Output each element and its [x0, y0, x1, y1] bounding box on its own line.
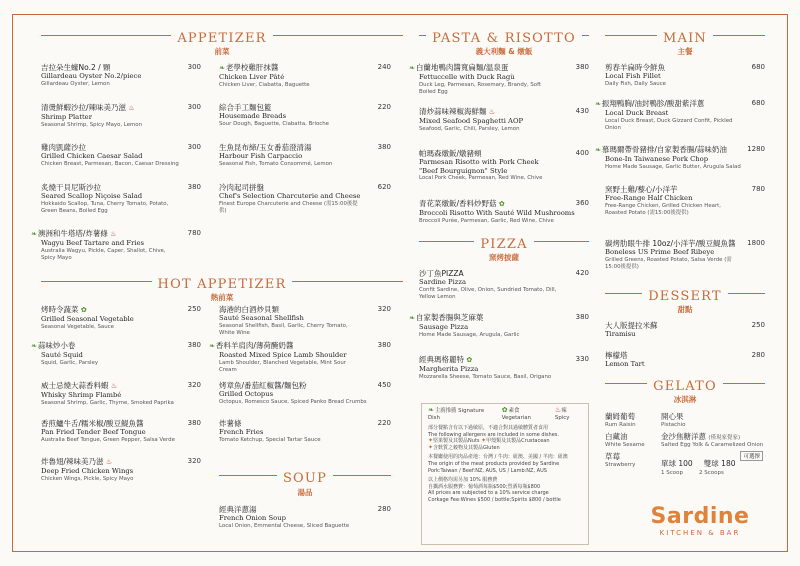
vegetarian-icon: ✿: [498, 200, 505, 208]
main-title-zh: 主餐: [677, 47, 693, 56]
menu-item: ❧老學校雞肝抹醬 Chicken Liver Pâté Chicken Liver, Ciabatta, Baguette 240: [219, 63, 391, 88]
menu-item: 帕瑪森燉飯/燉豬頰 Parmesan Risotto with Pork Cheek "Beef Bourguignon" Style Local Pork Cheek, Parmesan, Red Wine, Chive 400: [419, 149, 589, 181]
signature-icon: ❧: [409, 64, 415, 72]
menu-item: 剪春羊扁時令鮮魚 Local Fish Fillet Daily Fish, Daily Sauce 680: [605, 63, 765, 87]
spicy-icon: ♨: [110, 230, 117, 238]
gelato-pricing: 單球 100 雙球 180 1 Scoop 2 Scoops 可選擇: [661, 451, 771, 476]
brand-logo: [625, 505, 775, 537]
signature-icon: ❧: [595, 146, 601, 154]
menu-item: 窯野土雞/藜心/小洋芋 Free-Range Half Chicken Free-Range Chicken, Grilled Chicken Heart, Roasted Potato (需15:00後提供) 780: [605, 185, 765, 216]
menu-item: 經典洋蔥湯 French Onion Soup Local Onion, Emmental Cheese, Sliced Baguette 280: [219, 505, 391, 529]
menu-item: 炙燒干貝尼斯沙拉 Seared Scallop Niçoise Salad Hokkaido Scallop, Tuna, Cherry Tomato, Potato, Green Beans, Boiled Egg 380: [41, 183, 201, 214]
menu-item: ❧慕瑪爾帶骨豬排/自家製香腸/蒜味奶油 Bone-In Taiwanese Pork Chop Home Made Sausage, Garlic Butter, Arugula Salad 1280: [595, 145, 765, 170]
hot-appetizer-title-zh: 熱前菜: [210, 293, 234, 302]
pizza-title-zh: 窯烤披薩: [489, 253, 519, 262]
pizza-title: PIZZA: [474, 237, 533, 253]
spicy-icon: ♨: [554, 406, 562, 414]
brand-sub: KITCHEN & BAR: [659, 529, 741, 537]
menu-item: ❧振翔鴨胸/油封鴨胗/酸甜紫洋蔥 Local Duck Breast Local Duck Breast, Duck Gizzard Confit, Pickled Onion 680: [595, 99, 765, 131]
menu-item: 雞肉凱薩沙拉 Grilled Chicken Caesar Salad Chicken Breast, Parmesan, Bacon, Caesar Dressing 300: [41, 143, 201, 167]
menu-item: 香煎鱸牛舌/糯米椒/酸豆鯷魚醬 Pan Fried Tender Beef Tongue Australia Beef Tongue, Green Pepper, Salsa Verde 380: [41, 419, 201, 443]
menu-item: 青花菜燉飯/香料炒野菇 ✿ Broccoli Risotto With Sauté Wild Mushrooms Broccoli Purée, Parmesan, Garlic, Red Wine, Chive 360: [419, 199, 589, 224]
main-header: [605, 27, 765, 57]
menu-page: [12, 14, 788, 552]
pasta-header: [419, 27, 589, 57]
signature-icon: ❧: [428, 406, 434, 414]
gelato-flavor: 金沙焦糖洋蔥 (僅現家覺家) Salted Egg Yolk & Caramelized Onion: [661, 432, 764, 448]
dessert-title-zh: 甜點: [677, 305, 693, 314]
menu-item: 檸檬塔 Lemon Tart 280: [605, 351, 765, 368]
menu-item: ❧香料羊肩肉/薄荷醃奶醬 Roasted Mixed Spice Lamb Shoulder Lamb Shoulder, Blanched Vegetable, Mint Sour Cream 380: [209, 341, 391, 373]
gluten-icon: ✦: [428, 443, 434, 451]
gelato-flavor: 白藏油 White Sesame: [605, 432, 645, 448]
gelato-title: GELATO: [647, 379, 723, 395]
menu-item: 清炒蒜味辣椒海鮮麵 ♨ Mixed Seafood Spaghetti AOP Seafood, Garlic, Chili, Parsley, Lemon 430: [419, 107, 589, 132]
menu-item: ❧澳洲和牛塔塔/炸薯條 ♨ Wagyu Beef Tartare and Fries Australia Wagyu, Pickle, Caper, Shallot, Chive, Spicy Mayo 780: [31, 229, 201, 261]
menu-item: 炸薯條 French Fries Tomato Ketchup, Special Tartar Sauce 220: [219, 419, 391, 443]
spicy-icon: ♨: [110, 382, 118, 390]
menu-item: 海港的白酒炒貝類 Sauté Seasonal Shellfish Seasonal Shellfish, Basil, Garlic, Cherry Tomato, White Wine 320: [219, 305, 391, 336]
pasta-title-zh: 義大利麵 & 燉飯: [475, 47, 533, 56]
gelato-header: [605, 375, 765, 405]
menu-item: 沙丁魚PIZZA Sardine Pizza Confit Sardine, Olive, Onion, Sundried Tomato, Dill, Yellow Lemon 420: [419, 269, 589, 300]
menu-item: ❧白蘭地鴨肉醬寬扁麵/温泉蛋 Fettuccelle with Duck Ragù Duck Leg, Parmesan, Rosemary, Brandy, Soft Boiled Egg 380: [409, 63, 589, 95]
dessert-header: [605, 285, 765, 315]
menu-item: ❧蒜味炒小卷 Sauté Squid Squid, Garlic, Parsley 380: [31, 341, 201, 366]
soup-title: SOUP: [277, 471, 333, 487]
menu-item: 經典瑪格麗特 ✿ Margherita Pizza Mozzarella Sheese, Tomato Sauce, Basil, Origano 330: [419, 355, 589, 380]
signature-icon: ❧: [219, 64, 225, 72]
brand-name: Sardine: [650, 504, 750, 529]
gelato-flavor: 蘭姆葡萄 Rum Raisin: [605, 412, 636, 428]
menu-item: 清燙鮮蝦沙拉/辣味美乃滋 ♨ Shrimp Platter Seasonal Shrimp, Spicy Mayo, Lemon 300: [41, 103, 201, 128]
gelato-flavor: 開心果 Pistachio: [661, 412, 686, 428]
signature-icon: ❧: [209, 342, 215, 350]
vegetarian-icon: ✿: [80, 306, 87, 314]
menu-item: 綜合手工麵包籃 Housemade Breads Sour Dough, Baguette, Ciabatta, Brioche 220: [219, 103, 391, 127]
signature-icon: ❧: [31, 230, 37, 238]
signature-icon: ❧: [595, 100, 601, 108]
appetizer-title-zh: 前菜: [214, 47, 230, 56]
menu-item: 生魚昆布締/玉女番茄澄清湯 Harbour Fish Carpaccio Seasonal Fish, Tomato Consommé, Lemon 380: [219, 143, 391, 167]
menu-item: ❧自家製香腸與芝麻葉 Sausage Pizza Home Made Sausage, Arugula, Garlic 380: [409, 313, 589, 338]
crustacean-icon: ✦: [481, 437, 487, 445]
menu-item: 烤章魚/番茄紅椒醬/麵包粉 Grilled Octopus Octopus, Romesco Sauce, Spiced Panko Bread Crumbs 450: [219, 381, 391, 405]
appetizer-title: APPETIZER: [171, 31, 272, 47]
spicy-icon: ♨: [105, 458, 113, 466]
vegetarian-icon: ✿: [501, 406, 508, 414]
pasta-title: PASTA & RISOTTO: [426, 31, 582, 47]
gelato-flavor: 草莓 Strawberry: [605, 452, 636, 468]
signature-icon: ❧: [31, 342, 37, 350]
main-title: MAIN: [657, 31, 713, 47]
menu-item: 烤時令蔬菜 ✿ Grilled Seasonal Vegetable Seasonal Vegetable, Sauce 250: [41, 305, 201, 330]
legend-box: ❧主廚推薦 Signature Dish ✿素食 Vegetarian ♨辣 Spicy 部分餐點含有以下過敏原，不適合對其過敏體質者食用 The following allergens are included in some dishes. ✦堅果製及其製品Nuts ✦甲殼類及其製品Crustacean ✦含麩質之穀物及其製品Gluten 本餐廳使用的肉品產地：台灣 / 牛肉：紐澳、美國 / 羊肉：紐澳 The origin of the meat products provided by Sardine Pork:Taiwan / Beef:NZ, AUS, US / Lamb:NZ, AUS 以上價格均需另加 10% 服務費 自攜酒水服務費：葡萄酒每瓶$500;烈酒每瓶$800 All prices are subjected to a 10% service charge Corkage Fee:Wines $500 / bottle;Spirits $800 / bottle: [421, 403, 589, 545]
hot-appetizer-title: HOT APPETIZER: [152, 277, 293, 293]
hot-appetizer-header: [41, 273, 403, 303]
menu-item: 炸魯翅/辣味美乃滋 ♨ Deep Fried Chicken Wings Chicken Wings, Pickle, Spicy Mayo 320: [41, 457, 201, 482]
menu-item: 威士忌燒大蒜香料蝦 ♨ Whisky Shrimp Flambé Seasonal Shrimp, Garlic, Thyme, Smoked Paprika 320: [41, 381, 201, 406]
spicy-icon: ♨: [488, 108, 496, 116]
vegetarian-icon: ✿: [466, 356, 473, 364]
soup-title-zh: 湯品: [297, 488, 313, 497]
spicy-icon: ♨: [128, 104, 135, 112]
pizza-header: [419, 233, 589, 263]
soup-header: [219, 467, 391, 498]
menu-item: 吉拉朵生蠔No.2 / 顆 Gillardeau Oyster No.2/piece Gillardeau Oyster, Lemon 300: [41, 63, 201, 87]
option-tag: 可選擇: [740, 451, 763, 461]
menu-item: 冷肉起司拼盤 Chef's Selection Charcuterie and Cheese Finest Europe Charcuterie and Cheese (需15:00後提供) 620: [219, 183, 391, 214]
signature-icon: ❧: [409, 314, 415, 322]
dessert-title: DESSERT: [642, 289, 728, 305]
menu-item: 碳烤肋眼牛排 10oz/小洋芋/酸豆鯷魚醬 Boneless US Prime Beef Ribeye Grilled Greens, Roasted Potato, Salsa Verde (需15:00後提供) 1800: [605, 239, 765, 270]
menu-item: 大人版提拉米蘇 Tiramisu 250: [605, 321, 765, 338]
appetizer-header: [41, 27, 403, 57]
gelato-title-zh: 冰淇淋: [673, 395, 697, 404]
nut-icon: ✦: [428, 437, 434, 445]
